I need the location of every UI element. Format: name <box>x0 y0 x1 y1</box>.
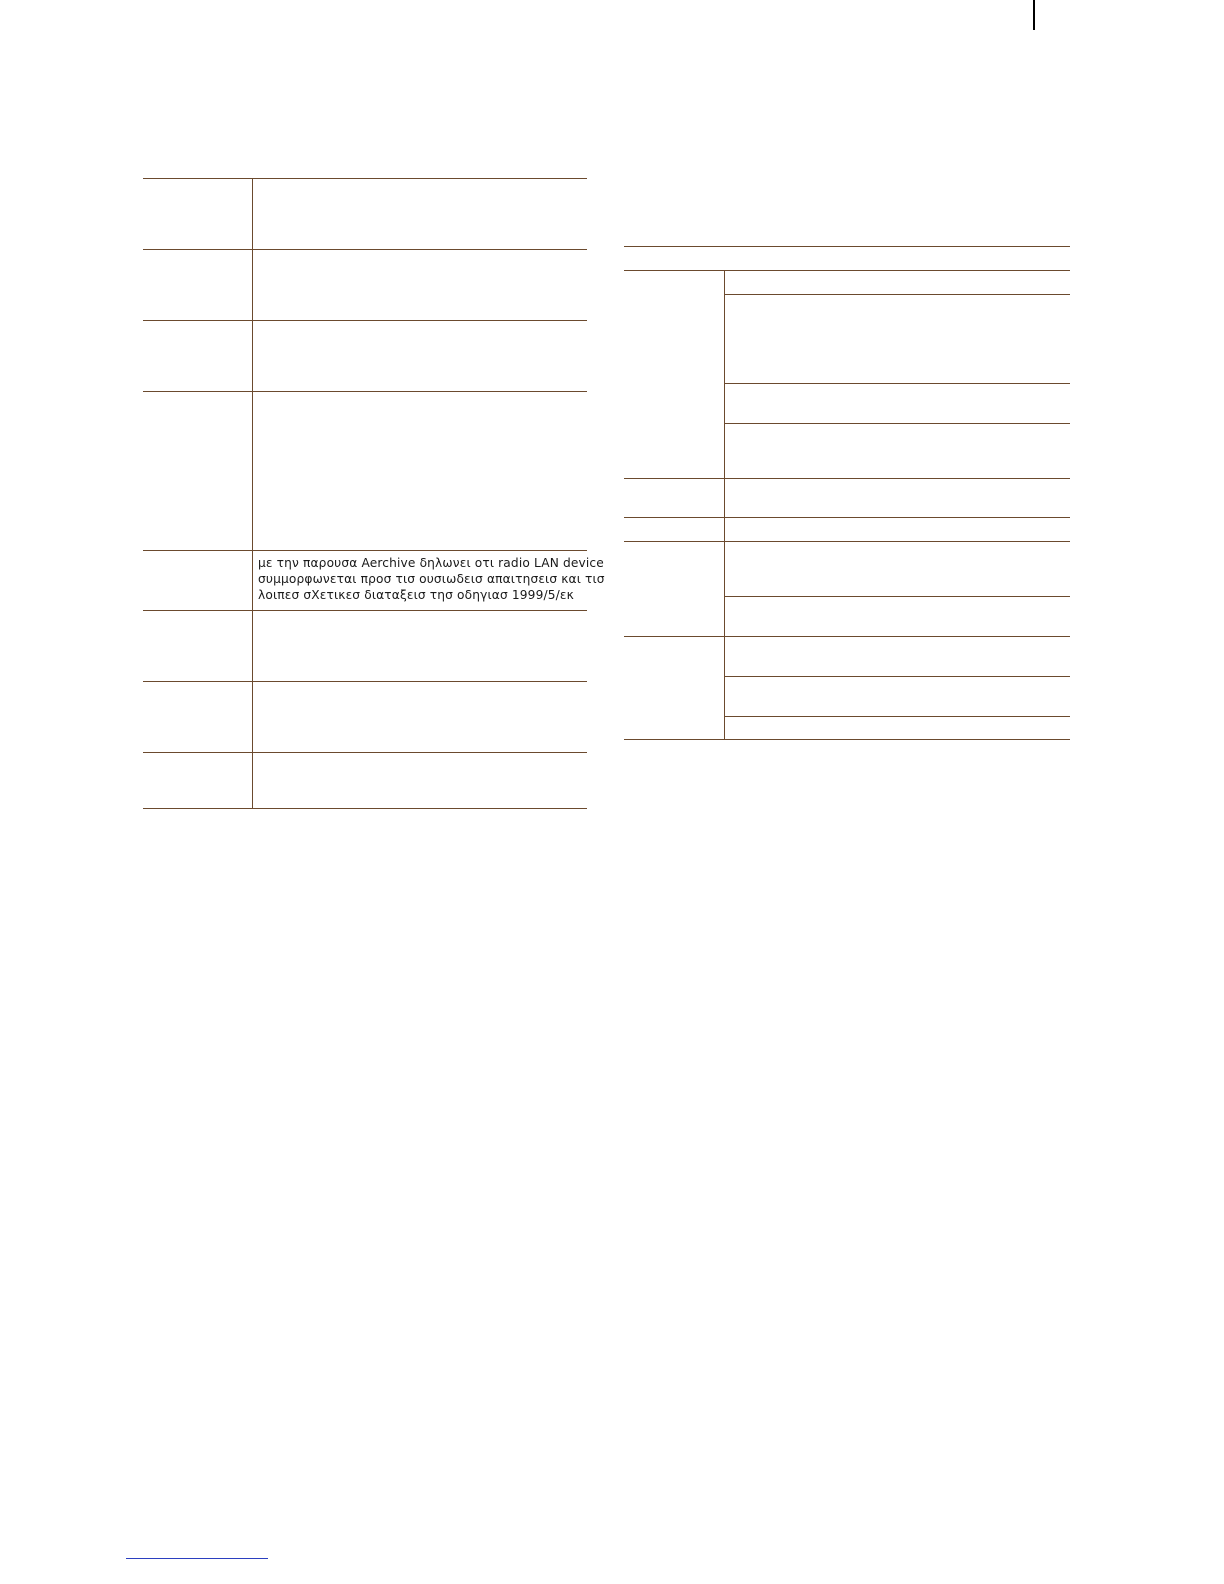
right-table-rule <box>624 270 1070 271</box>
right-table-rule <box>624 541 1070 542</box>
left-table-rule <box>143 320 587 321</box>
left-table-declaration-line: λοιπεσ σΧετικεσ διαταξεισ τησ οδηγιασ 1999/5/εκ <box>258 588 574 602</box>
right-table-rule <box>725 294 1070 295</box>
left-table-column-divider <box>252 178 253 809</box>
right-table-rule <box>725 676 1070 677</box>
right-table-rule <box>725 423 1070 424</box>
left-table-declaration-line: με την παρουσα Aerchive δηλωνει οτι radio LAN device <box>258 556 604 570</box>
left-table-declaration-line: συμμορφωνεται προσ τισ ουσιωδεισ απαιτησεισ και τισ <box>258 572 605 586</box>
left-table-rule <box>143 752 587 753</box>
right-table-rule <box>624 246 1070 247</box>
top-margin-mark <box>1033 0 1035 30</box>
left-table-rule <box>143 550 587 551</box>
left-table-rule <box>143 610 587 611</box>
right-table-rule <box>725 716 1070 717</box>
right-table-rule <box>725 596 1070 597</box>
left-table-rule <box>143 681 587 682</box>
right-table-rule <box>624 478 1070 479</box>
right-table-rule <box>624 739 1070 740</box>
footnote-separator <box>126 1558 268 1559</box>
left-table-rule <box>143 249 587 250</box>
right-table-rule <box>624 517 1070 518</box>
left-table-rule <box>143 178 587 179</box>
right-table-rule <box>725 383 1070 384</box>
left-table-rule <box>143 808 587 809</box>
right-table-rule <box>624 636 1070 637</box>
left-table-rule <box>143 391 587 392</box>
right-table-column-divider <box>724 270 725 740</box>
